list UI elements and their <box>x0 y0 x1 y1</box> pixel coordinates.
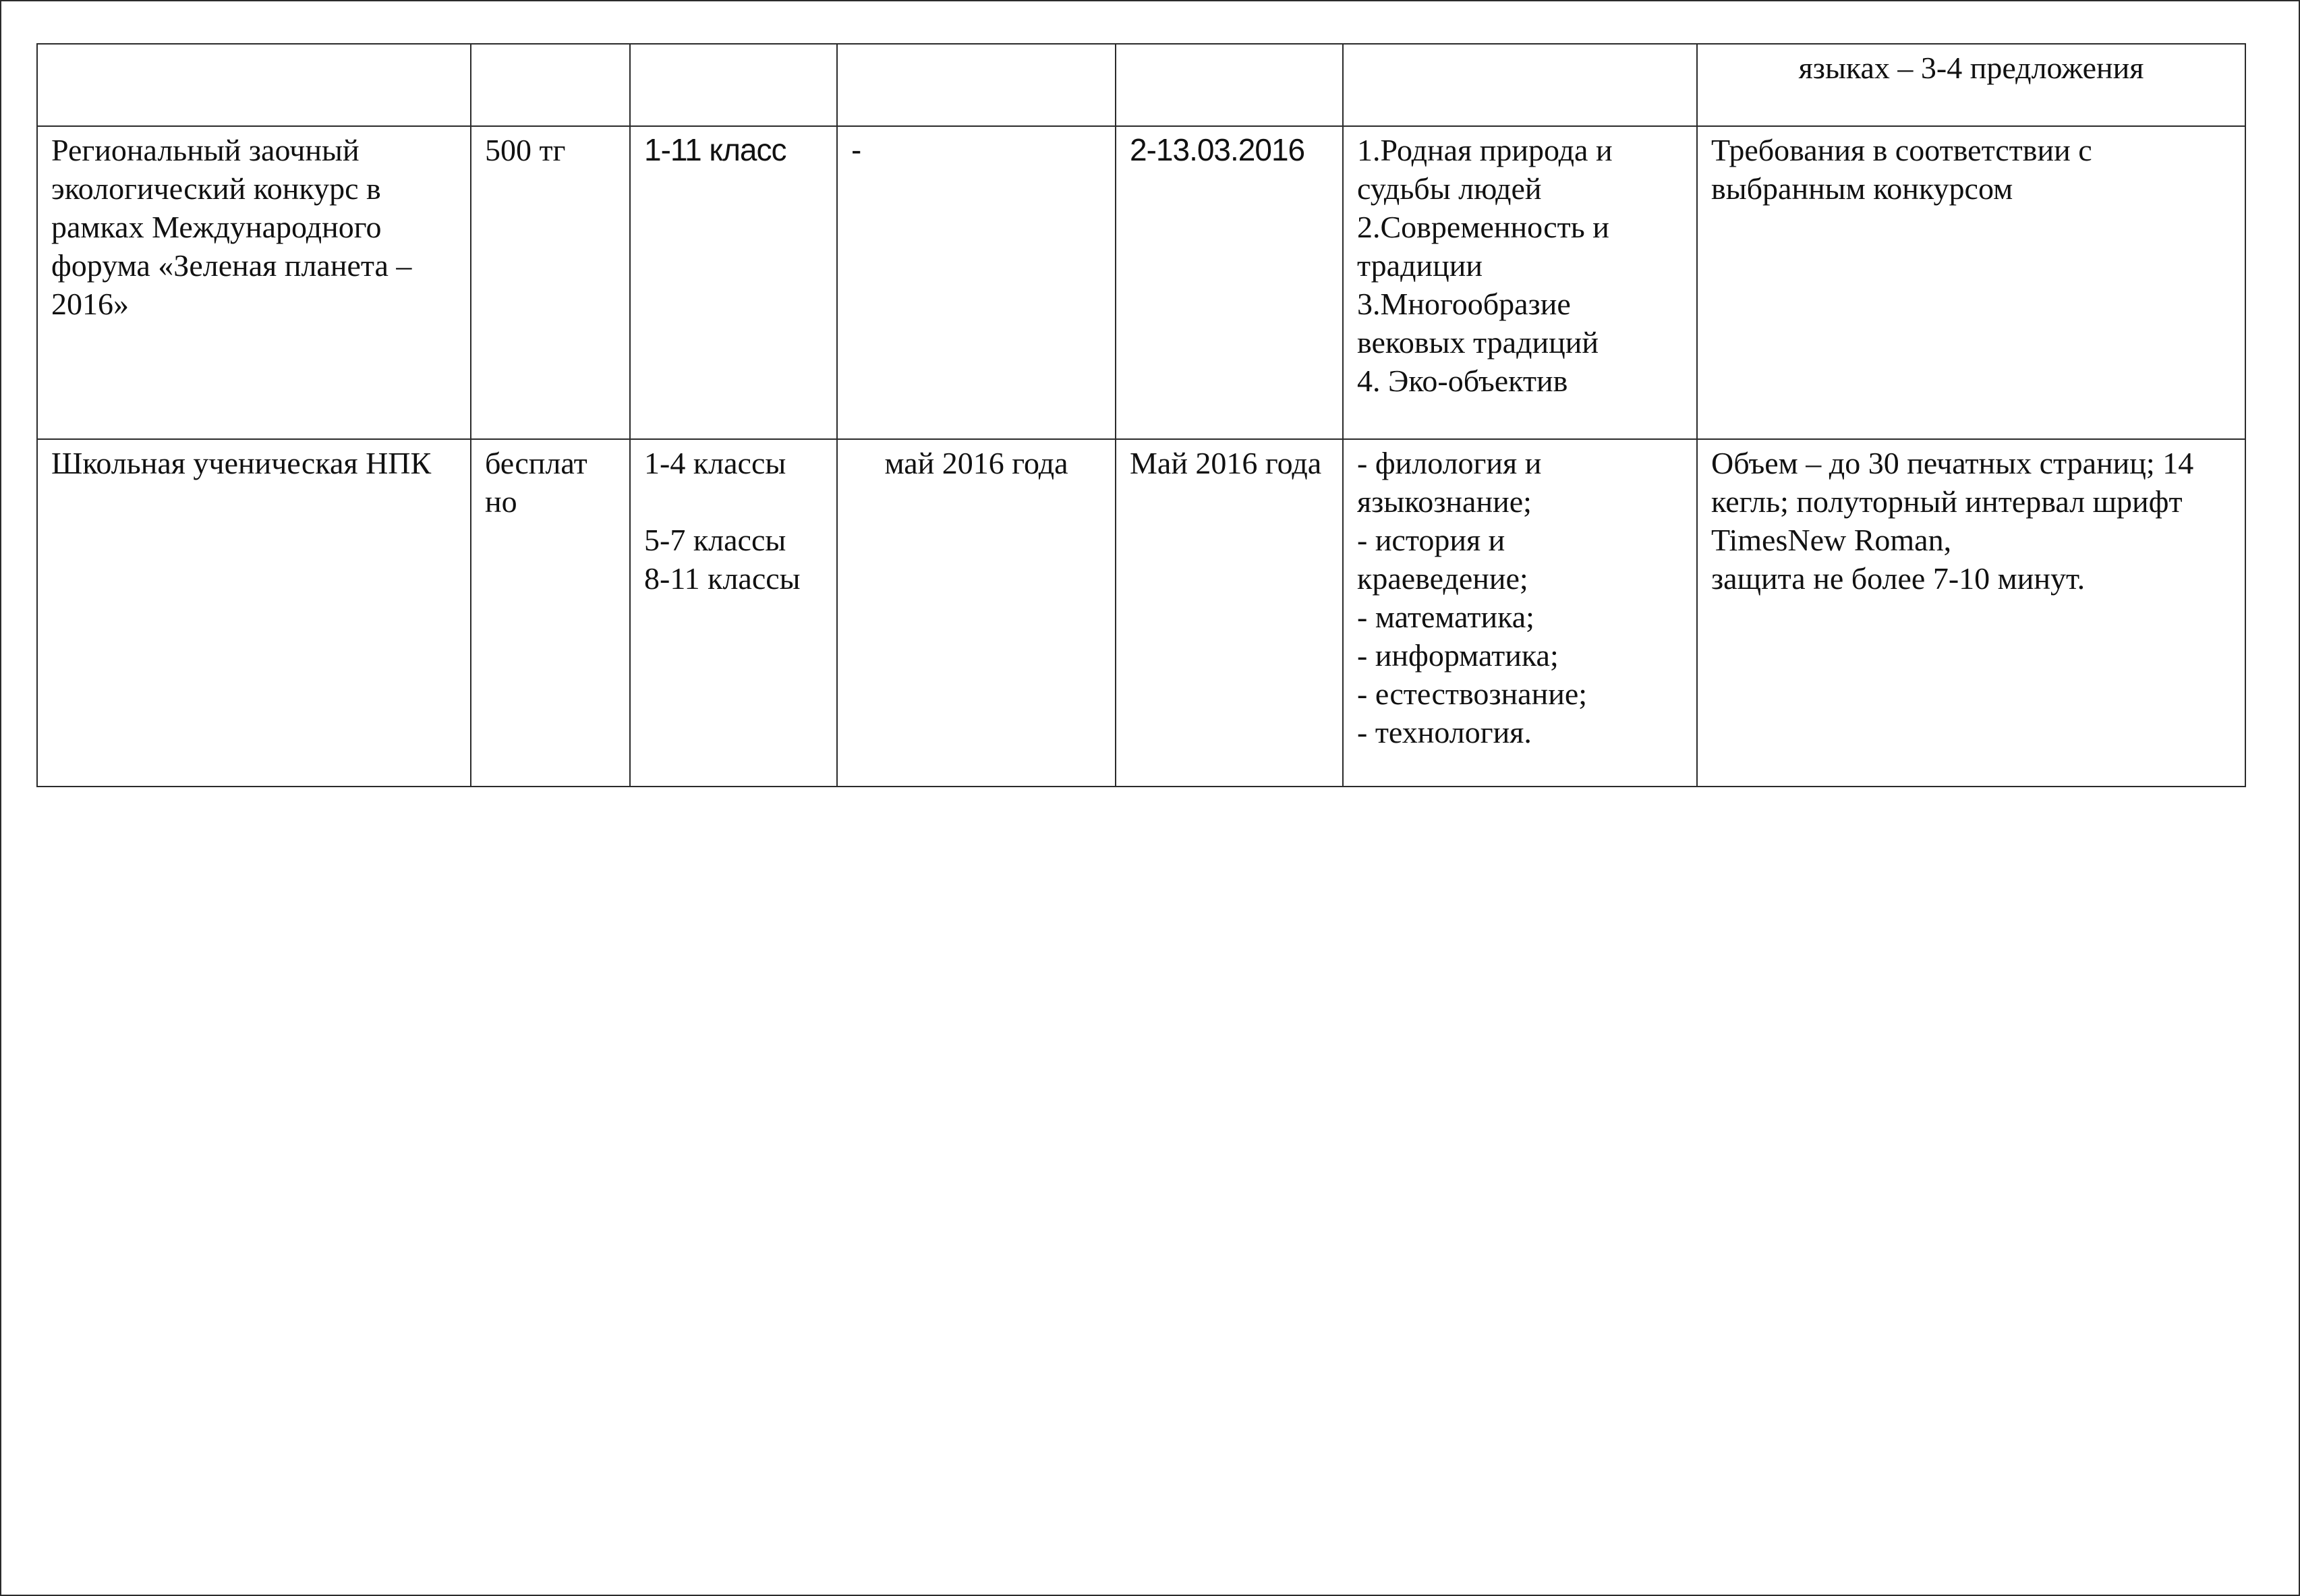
cell-deadline: май 2016 года <box>837 439 1116 787</box>
cell-dates: Май 2016 года <box>1116 439 1343 787</box>
cell-contest-name <box>37 44 471 126</box>
cell-fee: 500 тг <box>471 126 630 439</box>
cell-topics: - филология и языкознание; - история и краеведение; - математика; - информатика; - естествознание; - технология. <box>1343 439 1697 787</box>
cell-deadline <box>837 44 1116 126</box>
table-row-eco-contest <box>37 126 2245 439</box>
cell-contest-name: Региональный заочный экологический конкурс в рамках Международного форума «Зеленая планета – 2016» <box>37 126 471 439</box>
cell-requirements: языках – 3-4 предложения <box>1697 44 2245 126</box>
cell-grades: 1-4 классы 5-7 классы 8-11 классы <box>630 439 837 787</box>
cell-topics <box>1343 44 1697 126</box>
cell-topics: 1.Родная природа и судьбы людей 2.Современность и традиции 3.Многообразие вековых традиций 4. Эко-объектив <box>1343 126 1697 439</box>
cell-fee <box>471 44 630 126</box>
cell-dates <box>1116 44 1343 126</box>
table-row-school-npk <box>37 439 2245 787</box>
contest-table <box>36 43 2246 787</box>
table-row-continued <box>37 44 2245 126</box>
cell-contest-name: Школьная ученическая НПК <box>37 439 471 787</box>
cell-grades <box>630 44 837 126</box>
cell-requirements: Объем – до 30 печатных страниц; 14 кегль; полуторный интервал шрифт TimesNew Roman, защита не более 7-10 минут. <box>1697 439 2245 787</box>
cell-dates: 2-13.03.2016 <box>1116 126 1343 439</box>
cell-requirements: Требования в соответствии с выбранным конкурсом <box>1697 126 2245 439</box>
cell-deadline: - <box>837 126 1116 439</box>
cell-fee: бесплат но <box>471 439 630 787</box>
cell-grades: 1-11 класс <box>630 126 837 439</box>
